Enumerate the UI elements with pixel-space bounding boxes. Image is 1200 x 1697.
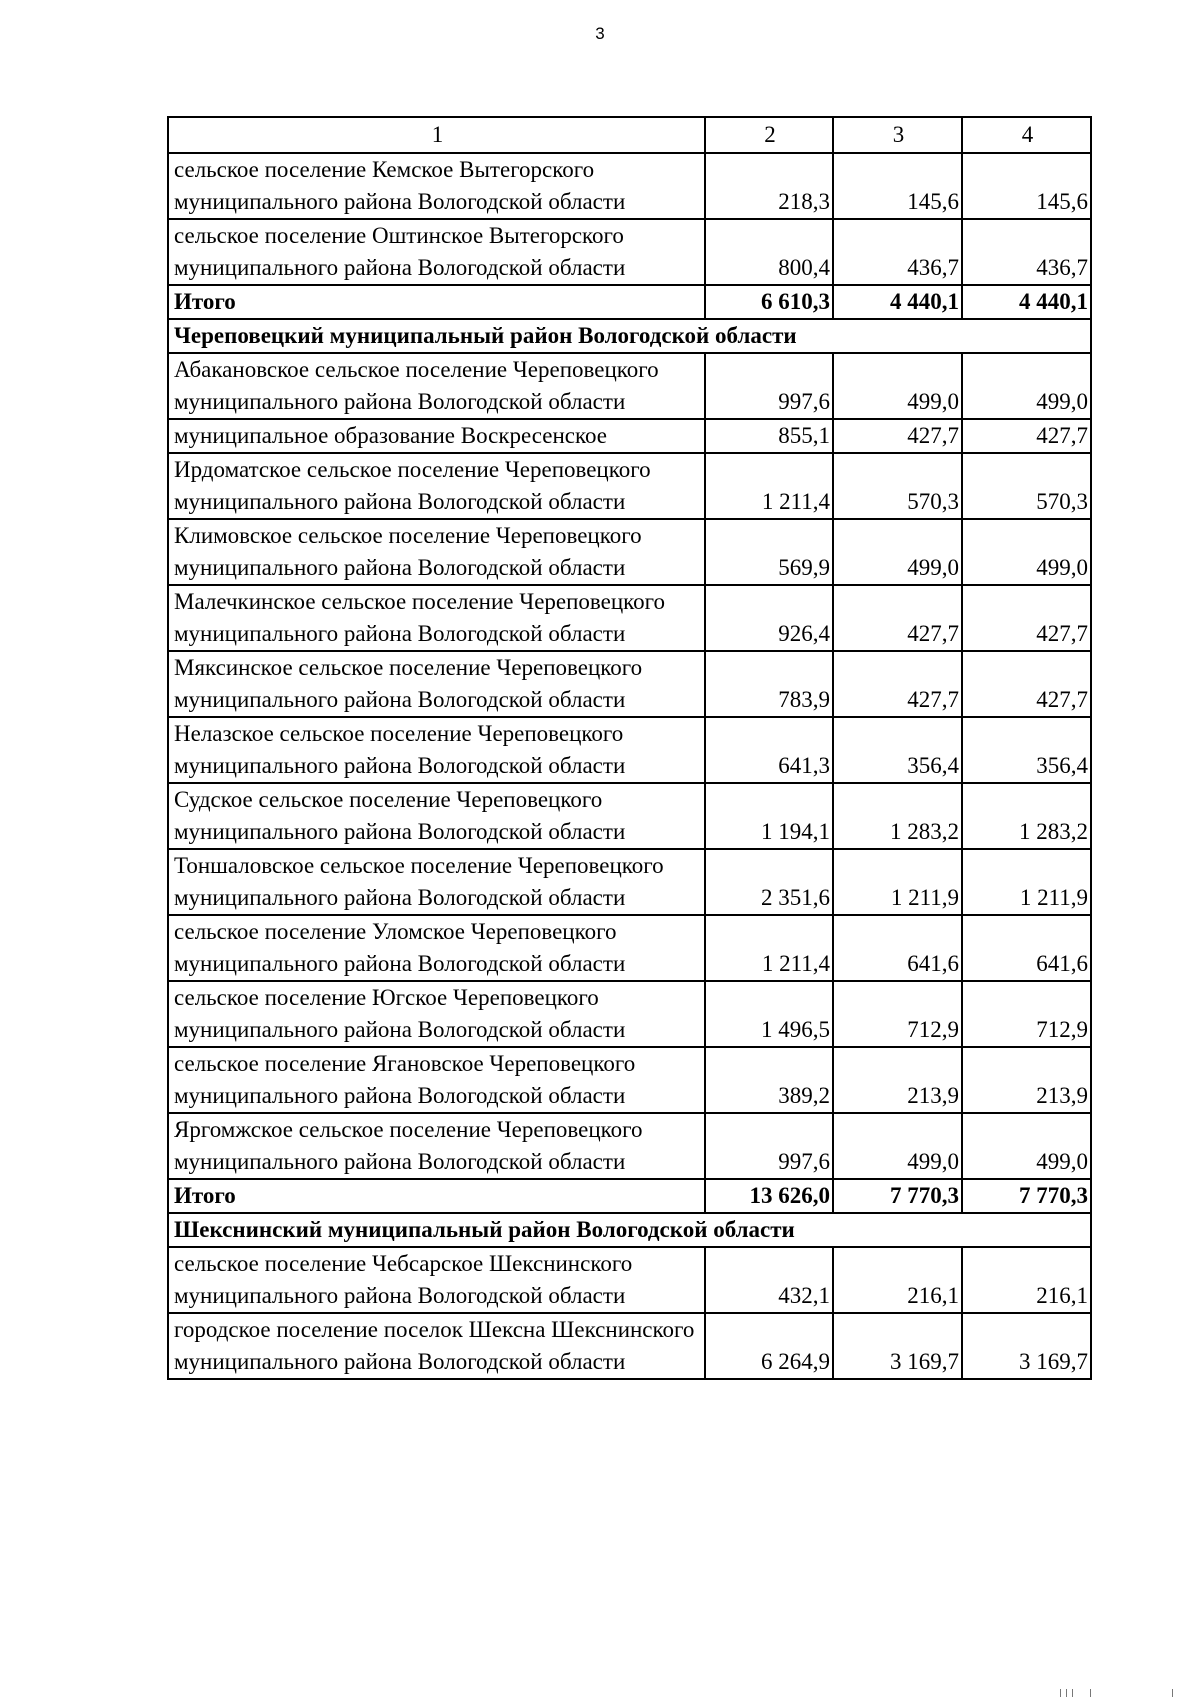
row-value-col3: 216,1 xyxy=(833,1247,962,1313)
row-value-col2: 2 351,6 xyxy=(705,849,833,915)
row-value-col4: 213,9 xyxy=(962,1047,1091,1113)
table-row xyxy=(168,219,1091,285)
row-name: Судское сельское поселение Череповецкого муниципального района Вологодской области xyxy=(168,783,705,849)
row-value-col4: 436,7 xyxy=(962,219,1091,285)
row-name: городское поселение поселок Шексна Шекснинского муниципального района Вологодской области xyxy=(168,1313,705,1379)
row-value-col3: 213,9 xyxy=(833,1047,962,1113)
budget-table xyxy=(167,116,1092,1380)
row-value-col4: 641,6 xyxy=(962,915,1091,981)
row-value-col3: 499,0 xyxy=(833,353,962,419)
row-name: сельское поселение Чебсарское Шекснинского муниципального района Вологодской области xyxy=(168,1247,705,1313)
row-value-col4: 427,7 xyxy=(962,419,1091,453)
table-row xyxy=(168,849,1091,915)
row-name: Нелазское сельское поселение Череповецкого муниципального района Вологодской области xyxy=(168,717,705,783)
row-name: Климовское сельское поселение Череповецкого муниципального района Вологодской области xyxy=(168,519,705,585)
column-header-3: 3 xyxy=(833,117,962,153)
row-value-col3: 641,6 xyxy=(833,915,962,981)
table-row xyxy=(168,353,1091,419)
table-row xyxy=(168,915,1091,981)
table-row xyxy=(168,1313,1091,1379)
row-value-col2: 997,6 xyxy=(705,1113,833,1179)
row-value-col3: 436,7 xyxy=(833,219,962,285)
row-value-col4: 712,9 xyxy=(962,981,1091,1047)
column-header-4: 4 xyxy=(962,117,1091,153)
table-row xyxy=(168,585,1091,651)
row-value-col3: 1 283,2 xyxy=(833,783,962,849)
row-value-col2: 926,4 xyxy=(705,585,833,651)
row-name: Абакановское сельское поселение Череповецкого муниципального района Вологодской области xyxy=(168,353,705,419)
table-row xyxy=(168,717,1091,783)
row-name: сельское поселение Ягановское Череповецкого муниципального района Вологодской области xyxy=(168,1047,705,1113)
total-value-col4: 7 770,3 xyxy=(962,1179,1091,1213)
row-name: сельское поселение Кемское Вытегорского муниципального района Вологодской области xyxy=(168,153,705,219)
row-value-col2: 1 496,5 xyxy=(705,981,833,1047)
scan-artifact xyxy=(1090,1689,1091,1697)
table-row xyxy=(168,981,1091,1047)
row-value-col3: 427,7 xyxy=(833,585,962,651)
row-name: сельское поселение Югское Череповецкого муниципального района Вологодской области xyxy=(168,981,705,1047)
table-row xyxy=(168,153,1091,219)
table-row xyxy=(168,453,1091,519)
table-header-row xyxy=(168,117,1091,153)
row-value-col4: 427,7 xyxy=(962,651,1091,717)
row-value-col3: 427,7 xyxy=(833,419,962,453)
total-row xyxy=(168,285,1091,319)
row-value-col2: 641,3 xyxy=(705,717,833,783)
row-value-col2: 800,4 xyxy=(705,219,833,285)
row-name: сельское поселение Уломское Череповецкого муниципального района Вологодской области xyxy=(168,915,705,981)
row-value-col3: 1 211,9 xyxy=(833,849,962,915)
table-row xyxy=(168,1047,1091,1113)
row-value-col4: 427,7 xyxy=(962,585,1091,651)
row-value-col4: 1 283,2 xyxy=(962,783,1091,849)
total-row xyxy=(168,1179,1091,1213)
total-value-col3: 7 770,3 xyxy=(833,1179,962,1213)
scan-artifact xyxy=(1066,1689,1067,1697)
row-value-col2: 432,1 xyxy=(705,1247,833,1313)
row-value-col2: 6 264,9 xyxy=(705,1313,833,1379)
scan-artifact xyxy=(1072,1689,1073,1697)
row-name: Мяксинское сельское поселение Череповецкого муниципального района Вологодской области xyxy=(168,651,705,717)
column-header-1: 1 xyxy=(168,117,705,153)
table-row xyxy=(168,1113,1091,1179)
row-value-col3: 427,7 xyxy=(833,651,962,717)
row-value-col3: 499,0 xyxy=(833,519,962,585)
row-name: сельское поселение Оштинское Вытегорского муниципального района Вологодской области xyxy=(168,219,705,285)
section-title: Череповецкий муниципальный район Вологодской области xyxy=(168,319,1091,353)
scan-artifact xyxy=(1060,1689,1061,1697)
row-value-col4: 356,4 xyxy=(962,717,1091,783)
row-value-col2: 1 211,4 xyxy=(705,453,833,519)
row-name: Яргомжское сельское поселение Череповецкого муниципального района Вологодской области xyxy=(168,1113,705,1179)
row-value-col2: 997,6 xyxy=(705,353,833,419)
row-value-col4: 499,0 xyxy=(962,1113,1091,1179)
row-value-col4: 1 211,9 xyxy=(962,849,1091,915)
row-name: Ирдоматское сельское поселение Череповецкого муниципального района Вологодской области xyxy=(168,453,705,519)
row-value-col4: 3 169,7 xyxy=(962,1313,1091,1379)
table-row xyxy=(168,419,1091,453)
row-value-col3: 356,4 xyxy=(833,717,962,783)
row-value-col3: 145,6 xyxy=(833,153,962,219)
total-label: Итого xyxy=(168,285,705,319)
row-value-col2: 218,3 xyxy=(705,153,833,219)
table-row xyxy=(168,519,1091,585)
row-name: Тоншаловское сельское поселение Череповецкого муниципального района Вологодской области xyxy=(168,849,705,915)
row-value-col3: 499,0 xyxy=(833,1113,962,1179)
column-header-2: 2 xyxy=(705,117,833,153)
row-value-col3: 3 169,7 xyxy=(833,1313,962,1379)
row-value-col4: 145,6 xyxy=(962,153,1091,219)
scan-artifact xyxy=(1172,1689,1173,1697)
total-value-col2: 6 610,3 xyxy=(705,285,833,319)
total-label: Итого xyxy=(168,1179,705,1213)
total-value-col2: 13 626,0 xyxy=(705,1179,833,1213)
page-number: 3 xyxy=(595,24,605,43)
section-title: Шекснинский муниципальный район Вологодской области xyxy=(168,1213,1091,1247)
row-value-col4: 216,1 xyxy=(962,1247,1091,1313)
section-header-row xyxy=(168,1213,1091,1247)
table-row xyxy=(168,651,1091,717)
row-value-col4: 499,0 xyxy=(962,519,1091,585)
row-value-col2: 389,2 xyxy=(705,1047,833,1113)
row-value-col3: 712,9 xyxy=(833,981,962,1047)
total-value-col4: 4 440,1 xyxy=(962,285,1091,319)
row-name: Малечкинское сельское поселение Череповецкого муниципального района Вологодской области xyxy=(168,585,705,651)
row-value-col4: 570,3 xyxy=(962,453,1091,519)
row-value-col2: 855,1 xyxy=(705,419,833,453)
total-value-col3: 4 440,1 xyxy=(833,285,962,319)
row-value-col2: 1 211,4 xyxy=(705,915,833,981)
row-value-col4: 499,0 xyxy=(962,353,1091,419)
section-header-row xyxy=(168,319,1091,353)
row-name: муниципальное образование Воскресенское xyxy=(168,419,705,453)
row-value-col2: 783,9 xyxy=(705,651,833,717)
row-value-col3: 570,3 xyxy=(833,453,962,519)
row-value-col2: 1 194,1 xyxy=(705,783,833,849)
table-row xyxy=(168,783,1091,849)
table-row xyxy=(168,1247,1091,1313)
row-value-col2: 569,9 xyxy=(705,519,833,585)
